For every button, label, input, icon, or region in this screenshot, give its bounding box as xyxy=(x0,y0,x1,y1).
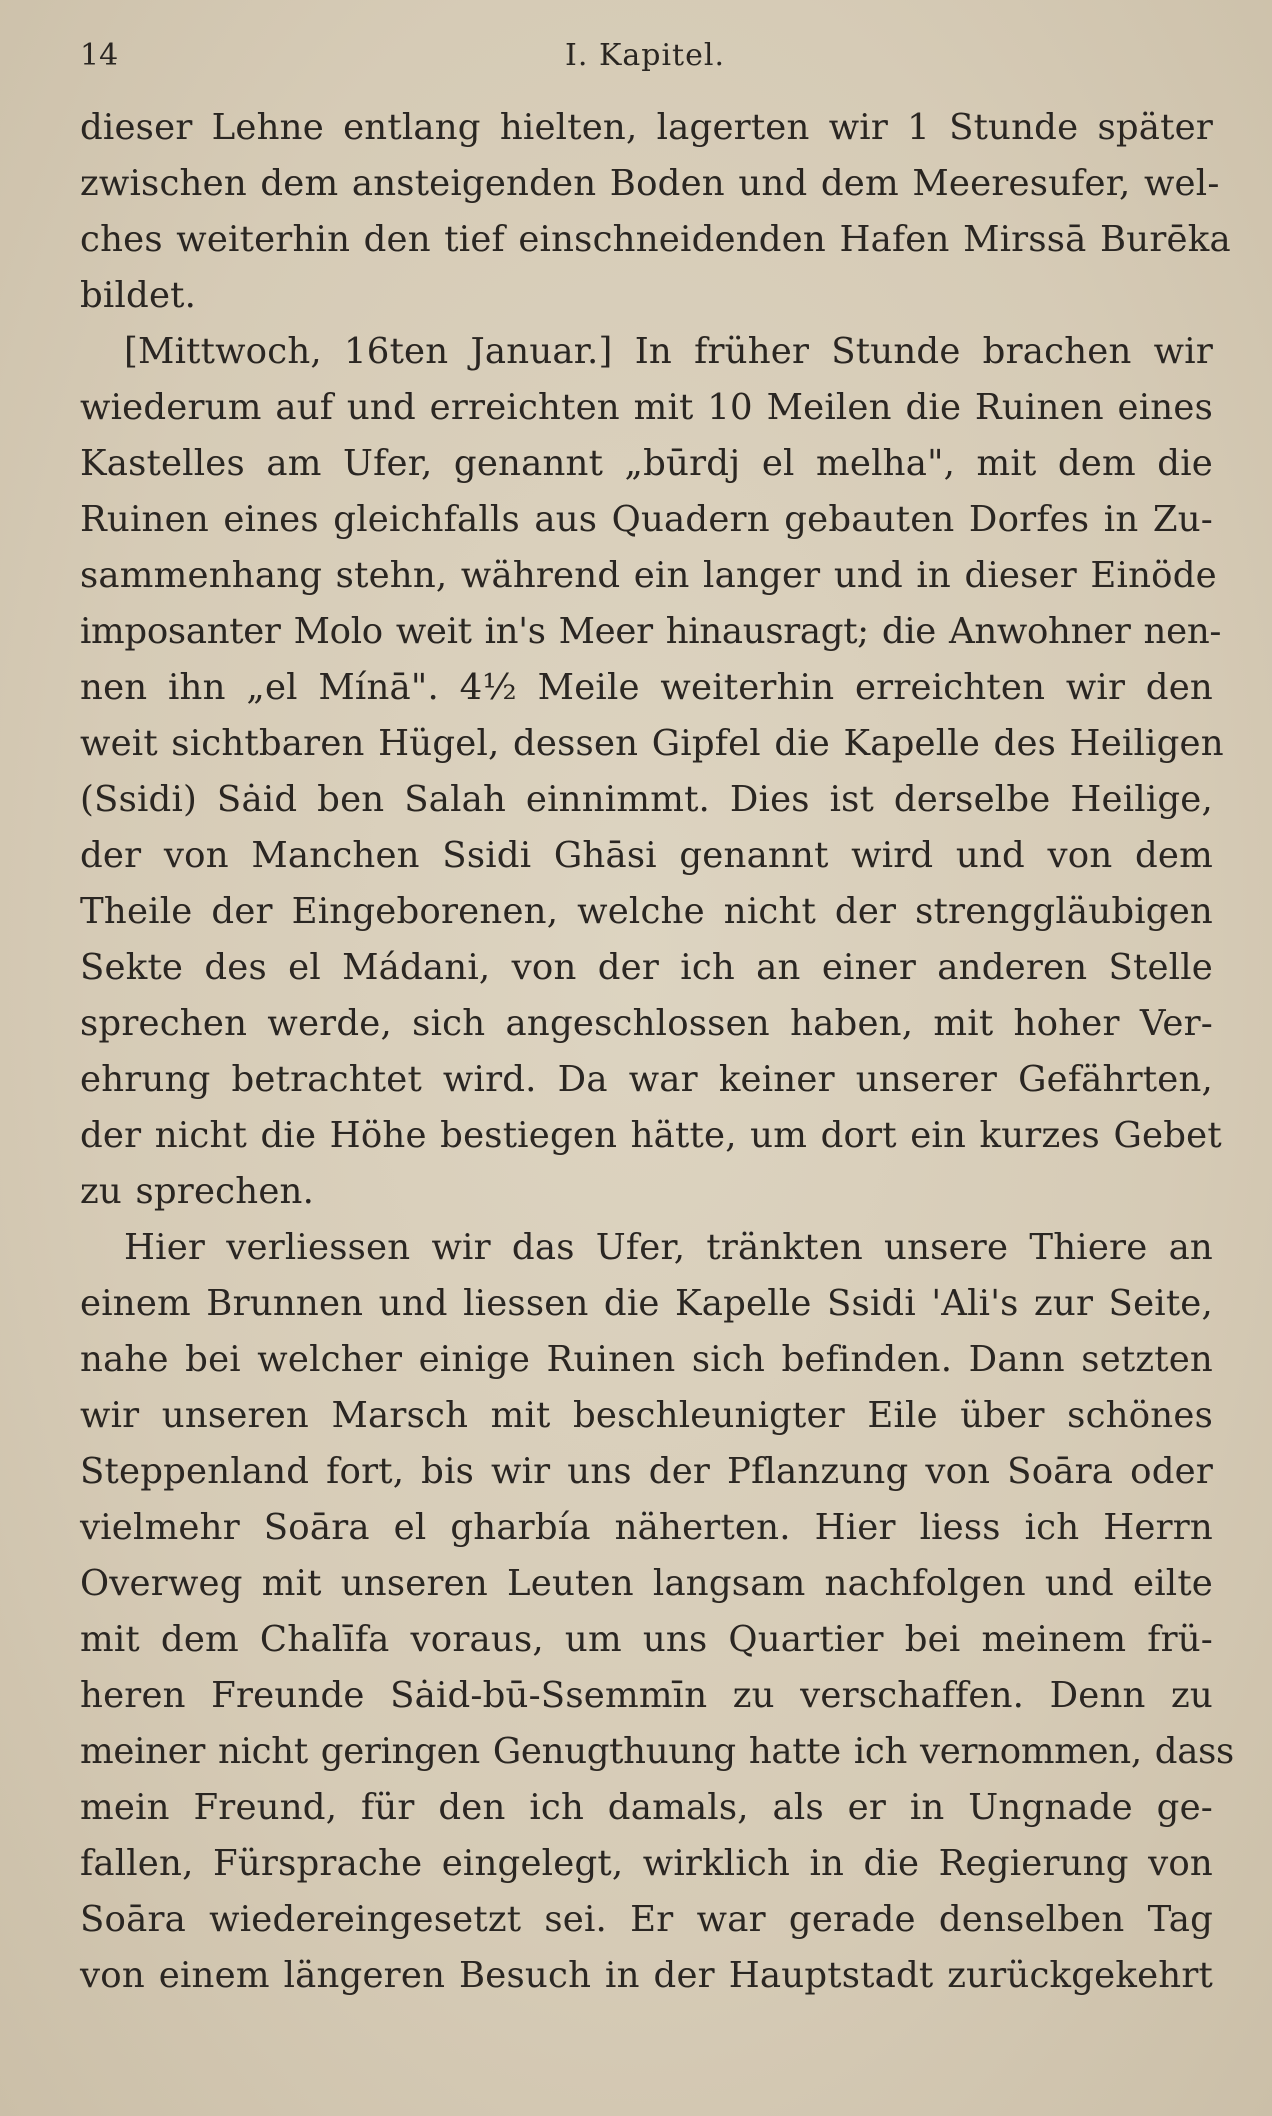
text-line: der von Manchen Ssidi Ghāsi genannt wird und von dem xyxy=(80,835,1213,876)
text-line: meiner nicht geringen Genugthuung hatte ich vernommen, dass xyxy=(80,1731,1234,1772)
text-line: imposanter Molo weit in's Meer hinausragt; die Anwohner nen- xyxy=(80,611,1222,652)
text-line: vielmehr Soāra el gharbía näherten. Hier liess ich Herrn xyxy=(80,1507,1213,1548)
text-line: weit sichtbaren Hügel, dessen Gipfel die Kapelle des Heiligen xyxy=(80,723,1224,764)
text-line: (Ssidi) Sȧid ben Salah einnimmt. Dies ist derselbe Heilige, xyxy=(80,779,1213,820)
text-line: Soāra wiedereingesetzt sei. Er war gerade denselben Tag xyxy=(80,1899,1213,1940)
text-line: Ruinen eines gleichfalls aus Quadern gebauten Dorfes in Zu- xyxy=(80,499,1213,540)
page-number: 14 xyxy=(80,38,119,73)
text-line: von einem längeren Besuch in der Hauptstadt zurückgekehrt xyxy=(80,1955,1213,1996)
text-line: ehrung betrachtet wird. Da war keiner unserer Gefährten, xyxy=(80,1059,1213,1100)
text-line: [Mittwoch, 16ten Januar.] In früher Stunde brachen wir xyxy=(124,331,1213,372)
text-line: Steppenland fort, bis wir uns der Pflanzung von Soāra oder xyxy=(80,1451,1213,1492)
body-text xyxy=(80,100,1234,2004)
text-line: zu sprechen. xyxy=(80,1171,315,1212)
running-head xyxy=(80,38,1210,86)
text-line: heren Freunde Sȧid-bū-Ssemmīn zu verschaffen. Denn zu xyxy=(80,1675,1213,1716)
text-line: sammenhang stehn, während ein langer und in dieser Einöde xyxy=(80,555,1217,596)
text-line: nen ihn „el Mínā". 4½ Meile weiterhin erreichten wir den xyxy=(80,667,1213,708)
text-line: einem Brunnen und liessen die Kapelle Ssidi 'Ali's zur Seite, xyxy=(80,1283,1213,1324)
text-line: wir unseren Marsch mit beschleunigter Eile über schönes xyxy=(80,1395,1213,1436)
text-line: wiederum auf und erreichten mit 10 Meilen die Ruinen eines xyxy=(80,387,1213,428)
text-line: bildet. xyxy=(80,275,197,316)
text-line: mein Freund, für den ich damals, als er in Ungnade ge- xyxy=(80,1787,1213,1828)
text-line: Overweg mit unseren Leuten langsam nachfolgen und eilte xyxy=(80,1563,1213,1604)
text-line: ches weiterhin den tief einschneidenden Hafen Mirssā Burēka xyxy=(80,219,1231,260)
text-line: dieser Lehne entlang hielten, lagerten wir 1 Stunde später xyxy=(80,107,1213,148)
text-line: nahe bei welcher einige Ruinen sich befinden. Dann setzten xyxy=(80,1339,1213,1380)
text-line: Theile der Eingeborenen, welche nicht der strenggläubigen xyxy=(80,891,1213,932)
text-line: mit dem Chalīfa voraus, um uns Quartier bei meinem frü- xyxy=(80,1619,1213,1660)
text-line: Hier verliessen wir das Ufer, tränkten unsere Thiere an xyxy=(124,1227,1213,1268)
text-line: Sekte des el Mádani, von der ich an einer anderen Stelle xyxy=(80,947,1213,988)
text-line: der nicht die Höhe bestiegen hätte, um dort ein kurzes Gebet xyxy=(80,1115,1222,1156)
text-line: sprechen werde, sich angeschlossen haben, mit hoher Ver- xyxy=(80,1003,1213,1044)
text-line: Kastelles am Ufer, genannt „būrdj el melha", mit dem die xyxy=(80,443,1213,484)
text-line: fallen, Fürsprache eingelegt, wirklich in die Regierung von xyxy=(80,1843,1213,1884)
text-line: zwischen dem ansteigenden Boden und dem Meeresufer, wel- xyxy=(80,163,1220,204)
chapter-title: I. Kapitel. xyxy=(565,38,725,73)
